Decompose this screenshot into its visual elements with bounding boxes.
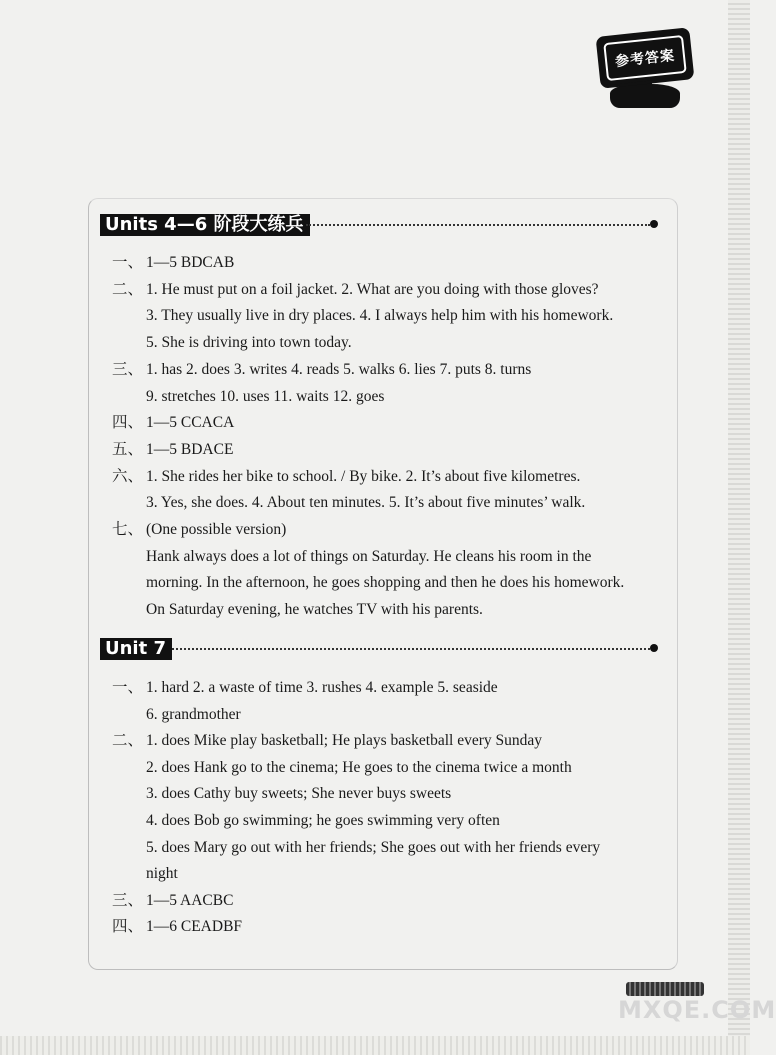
section-title: Units 4—6 阶段大练兵 [100, 214, 310, 236]
answer-text: night [146, 865, 178, 883]
page-edge-texture [728, 0, 750, 1055]
answer-text: 1—5 AACBC [146, 891, 234, 909]
question-number: 四、 [112, 414, 144, 432]
section-header-units-4-6 [100, 214, 310, 236]
answer-text: (One possible version) [146, 521, 287, 538]
page-bottom-texture [0, 1036, 750, 1055]
question-number: 四、 [112, 918, 144, 936]
answer-text: 3. Yes, she does. 4. About ten minutes. 5. It’s about five minutes’ walk. [146, 494, 586, 512]
question-number: 六、 [112, 467, 144, 485]
answer-text: Hank always does a lot of things on Saturday. He cleans his room in the [146, 547, 592, 565]
section-header-unit-7 [100, 638, 172, 660]
answer-text: 5. She is driving into town today. [146, 334, 352, 352]
section-divider [172, 648, 650, 650]
answer-text: 3. They usually live in dry places. 4. I always help him with his homework. [146, 307, 614, 325]
section-title: Unit 7 [100, 638, 172, 660]
answer-text: 1. does Mike play basketball; He plays basketball every Sunday [146, 732, 543, 750]
section-divider [306, 224, 650, 226]
answer-text: 4. does Bob go swimming; he goes swimming very often [146, 812, 500, 829]
question-number: 二、 [112, 732, 144, 750]
answer-text: 1—6 CEADBF [146, 918, 243, 936]
badge-text: 参考答案 [614, 47, 676, 71]
answer-text: 3. does Cathy buy sweets; She never buys sweets [146, 785, 452, 803]
answer-key-badge [592, 22, 694, 112]
question-number: 一、 [112, 254, 144, 271]
watermark-text: MXQE.COM [618, 996, 776, 1024]
divider-end-dot [650, 644, 658, 652]
question-number: 五、 [112, 440, 144, 458]
answer-text: 1. He must put on a foil jacket. 2. What are you doing with those gloves? [146, 280, 599, 298]
answer-text: 1. has 2. does 3. writes 4. reads 5. walks 6. lies 7. puts 8. turns [146, 360, 532, 378]
watermark [600, 968, 776, 1028]
answer-text: 2. does Hank go to the cinema; He goes to the cinema twice a month [146, 758, 572, 776]
question-number: 三、 [112, 360, 144, 378]
answer-text: 9. stretches 10. uses 11. waits 12. goes [146, 387, 385, 405]
badge-base [610, 84, 680, 108]
answer-text: morning. In the afternoon, he goes shopping and then he does his homework. [146, 574, 625, 592]
answer-text: 1—5 CCACA [146, 414, 235, 432]
divider-end-dot [650, 220, 658, 228]
answer-text: 1. hard 2. a waste of time 3. rushes 4. example 5. seaside [146, 679, 498, 696]
answer-text: 1—5 BDACE [146, 440, 234, 458]
question-number: 二、 [112, 280, 144, 298]
answer-text: 6. grandmother [146, 705, 241, 723]
monitor-icon [596, 27, 695, 89]
question-number: 七、 [112, 521, 144, 538]
question-number: 三、 [112, 891, 144, 909]
answer-text: 1. She rides her bike to school. / By bike. 2. It’s about five kilometres. [146, 467, 581, 485]
question-number: 一、 [112, 679, 144, 696]
answer-text: On Saturday evening, he watches TV with his parents. [146, 601, 483, 619]
answer-text: 1—5 BDCAB [146, 254, 235, 271]
answer-text: 5. does Mary go out with her friends; She goes out with her friends every [146, 838, 601, 856]
